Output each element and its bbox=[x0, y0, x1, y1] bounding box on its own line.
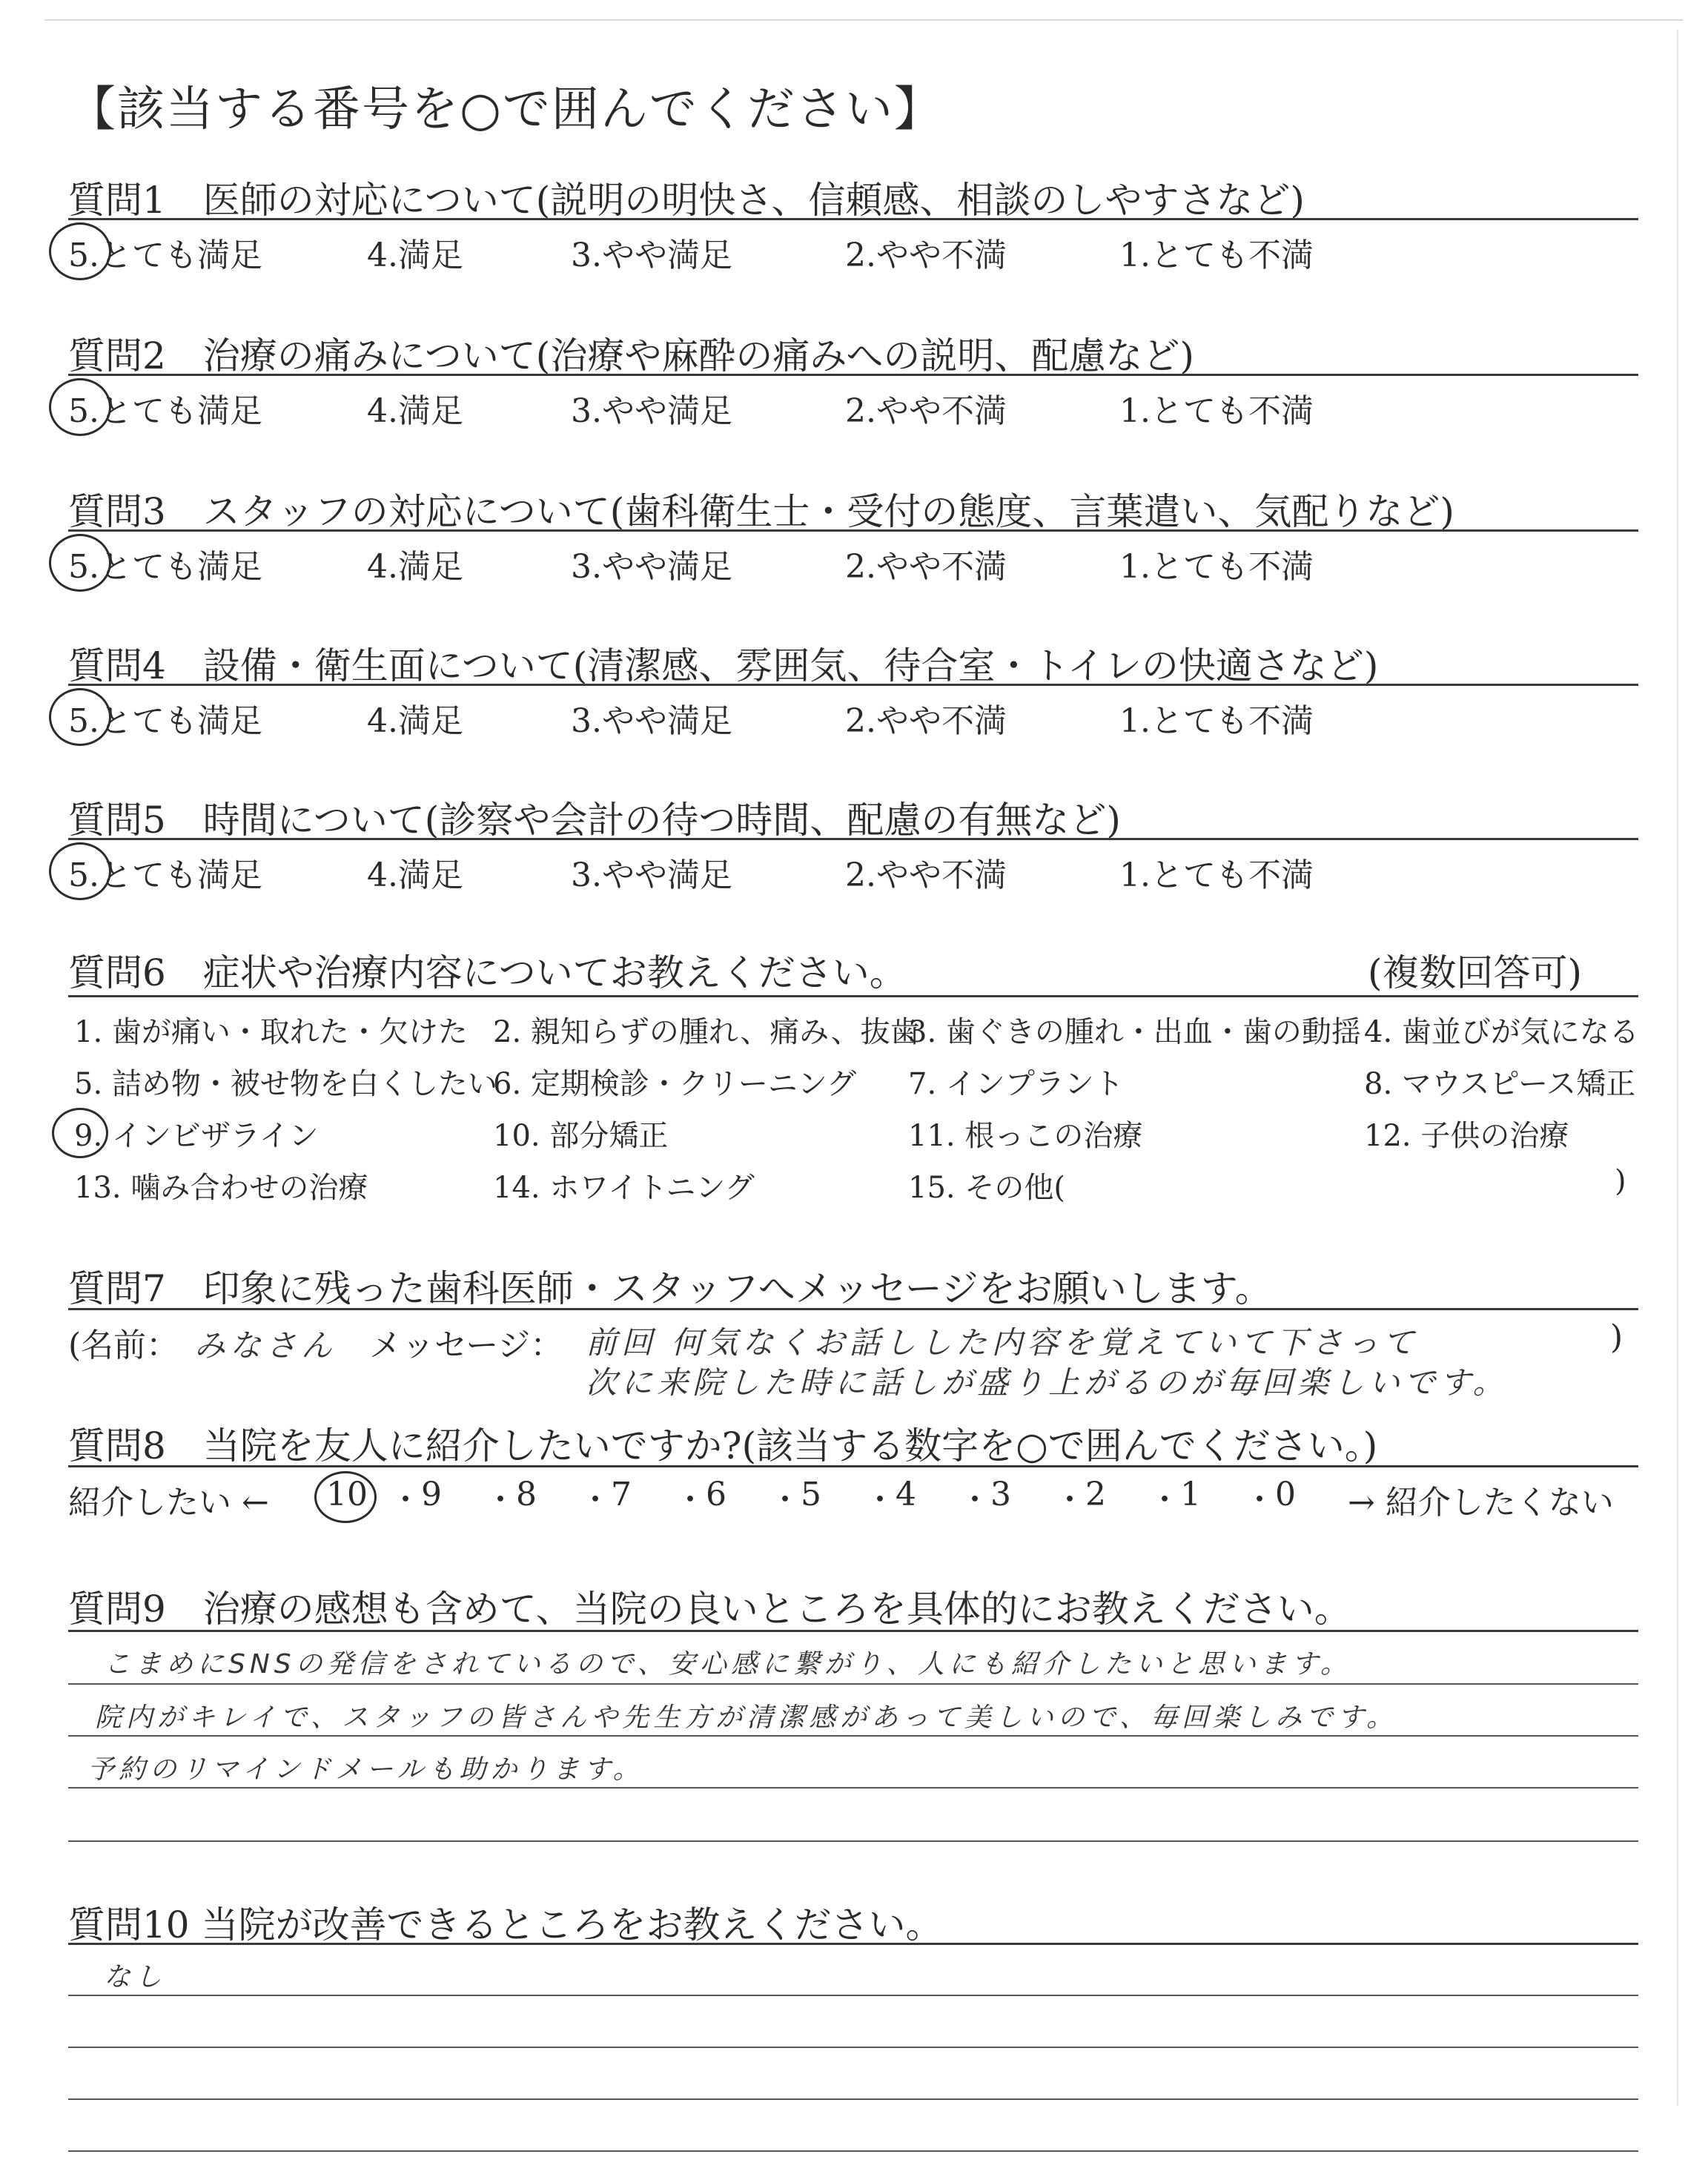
q8-scale-3[interactable]: 3 bbox=[990, 1476, 1011, 1513]
q1-answer-circle bbox=[49, 222, 111, 280]
q8-rule bbox=[68, 1465, 1638, 1467]
q5-option-5[interactable]: 5.とても満足 bbox=[68, 856, 262, 894]
q9-line-3 bbox=[68, 1787, 1638, 1789]
q7-name-label: (名前： bbox=[68, 1327, 179, 1364]
q8-left-label: 紹介したい ← bbox=[68, 1484, 269, 1522]
q2-option-2[interactable]: 2.やや不満 bbox=[845, 392, 1007, 430]
q10-line-4 bbox=[68, 2150, 1638, 2152]
q8-separator-dot: ・ bbox=[675, 1482, 706, 1518]
q4-option-3[interactable]: 3.やや満足 bbox=[571, 702, 732, 740]
q4-answer-circle bbox=[49, 688, 111, 746]
q10-line-1 bbox=[68, 1995, 1638, 1996]
q10-line-3 bbox=[68, 2098, 1638, 2100]
q6-title: 質問6 症状や治療内容についてお教えください。 bbox=[68, 951, 907, 994]
q8-right-label: → 紹介したくない bbox=[1348, 1484, 1614, 1522]
q10-line-2 bbox=[68, 2047, 1638, 2048]
q9-rule bbox=[68, 1630, 1638, 1632]
q5-option-1[interactable]: 1.とても不満 bbox=[1119, 856, 1314, 894]
q2-title: 質問2 治療の痛みについて(治療や麻酔の痛みへの説明、配慮など) bbox=[68, 334, 1194, 377]
q9-answer-2: 院内がキレイで、スタッフの皆さんや先生方が清潔感があって美しいので、毎回楽しみです。 bbox=[95, 1702, 1398, 1733]
q3-rule bbox=[68, 529, 1638, 532]
q5-option-3[interactable]: 3.やや満足 bbox=[571, 856, 732, 894]
q8-scale-6[interactable]: 6 bbox=[706, 1476, 726, 1513]
q9-line-1 bbox=[68, 1683, 1638, 1685]
q8-scale-5[interactable]: 5 bbox=[801, 1476, 821, 1513]
q6-rule bbox=[68, 995, 1638, 997]
q6-option-10[interactable]: 10. 部分矯正 bbox=[493, 1119, 669, 1153]
q8-separator-dot: ・ bbox=[769, 1482, 801, 1518]
q1-option-2[interactable]: 2.やや不満 bbox=[845, 237, 1007, 274]
q6-option-11[interactable]: 11. 根っこの治療 bbox=[908, 1119, 1143, 1153]
q2-option-5[interactable]: 5.とても満足 bbox=[68, 392, 262, 430]
q1-option-5[interactable]: 5.とても満足 bbox=[68, 237, 262, 274]
q8-separator-dot: ・ bbox=[1149, 1482, 1181, 1518]
q9-answer-3: 予約のリマインドメールも助かります。 bbox=[87, 1754, 644, 1785]
q2-option-4[interactable]: 4.満足 bbox=[367, 392, 463, 430]
q6-note: (複数回答可) bbox=[1368, 951, 1583, 994]
q6-option-1[interactable]: 1. 歯が痛い・取れた・欠けた bbox=[74, 1015, 468, 1049]
q3-answer-circle bbox=[49, 534, 111, 592]
q6-option-12[interactable]: 12. 子供の治療 bbox=[1364, 1119, 1569, 1153]
q6-option-4[interactable]: 4. 歯並びが気になる bbox=[1364, 1015, 1639, 1049]
q6-answer-circle bbox=[52, 1108, 108, 1158]
q8-answer-circle bbox=[314, 1471, 377, 1523]
q10-title: 質問10 当院が改善できるところをお教えください。 bbox=[68, 1903, 943, 1946]
q7-name-value: みなさん bbox=[194, 1327, 337, 1364]
scan-right-edge bbox=[1677, 30, 1678, 2106]
q6-option-15[interactable]: 15. その他( bbox=[908, 1171, 1065, 1205]
q4-option-5[interactable]: 5.とても満足 bbox=[68, 702, 262, 740]
instruction-header: 【該当する番号を○で囲んでください】 bbox=[68, 82, 943, 137]
q5-option-2[interactable]: 2.やや不満 bbox=[845, 856, 1007, 894]
q8-separator-dot: ・ bbox=[580, 1482, 612, 1518]
q8-scale-0[interactable]: 0 bbox=[1275, 1476, 1296, 1513]
q9-title: 質問9 治療の感想も含めて、当院の良いところを具体的にお教えください。 bbox=[68, 1588, 1351, 1631]
q8-scale-9[interactable]: 9 bbox=[421, 1476, 442, 1513]
q5-option-4[interactable]: 4.満足 bbox=[367, 856, 463, 894]
q1-title: 質問1 医師の対応について(説明の明快さ、信頼感、相談のしやすさなど) bbox=[68, 179, 1305, 222]
q6-option-7[interactable]: 7. インプラント bbox=[908, 1067, 1124, 1101]
q2-option-1[interactable]: 1.とても不満 bbox=[1119, 392, 1314, 430]
q6-option-2[interactable]: 2. 親知らずの腫れ、痛み、抜歯 bbox=[493, 1015, 920, 1049]
q5-title: 質問5 時間について(診察や会計の待つ時間、配慮の有無など) bbox=[68, 799, 1121, 842]
q1-option-1[interactable]: 1.とても不満 bbox=[1119, 237, 1314, 274]
q10-answer: なし bbox=[104, 1962, 167, 1992]
q8-scale-10[interactable]: 10 bbox=[326, 1476, 368, 1513]
q6-option-14[interactable]: 14. ホワイトニング bbox=[493, 1171, 755, 1205]
q1-option-4[interactable]: 4.満足 bbox=[367, 237, 463, 274]
q4-option-2[interactable]: 2.やや不満 bbox=[845, 702, 1007, 740]
q2-option-3[interactable]: 3.やや満足 bbox=[571, 392, 732, 430]
q3-option-4[interactable]: 4.満足 bbox=[367, 548, 463, 586]
q8-separator-dot: ・ bbox=[959, 1482, 991, 1518]
q5-rule bbox=[68, 838, 1638, 840]
q7-message-label: メッセージ： bbox=[369, 1327, 563, 1364]
q1-option-3[interactable]: 3.やや満足 bbox=[571, 237, 732, 274]
q8-separator-dot: ・ bbox=[390, 1482, 422, 1518]
q6-option-8[interactable]: 8. マウスピース矯正 bbox=[1364, 1067, 1636, 1101]
q4-rule bbox=[68, 684, 1638, 686]
q8-separator-dot: ・ bbox=[485, 1482, 517, 1518]
q2-rule bbox=[68, 374, 1638, 376]
q6-option-5[interactable]: 5. 詰め物・被せ物を白くしたい bbox=[74, 1067, 497, 1101]
q1-rule bbox=[68, 218, 1638, 220]
q6-option-3[interactable]: 3. 歯ぐきの腫れ・出血・歯の動揺 bbox=[908, 1015, 1361, 1049]
q8-separator-dot: ・ bbox=[1054, 1482, 1086, 1518]
q9-line-4 bbox=[68, 1840, 1638, 1842]
q7-close-paren: ) bbox=[1610, 1318, 1623, 1356]
q3-option-1[interactable]: 1.とても不満 bbox=[1119, 548, 1314, 586]
q8-separator-dot: ・ bbox=[864, 1482, 896, 1518]
q8-scale-4[interactable]: 4 bbox=[896, 1476, 916, 1513]
q3-option-5[interactable]: 5.とても満足 bbox=[68, 548, 262, 586]
q4-option-4[interactable]: 4.満足 bbox=[367, 702, 463, 740]
q3-option-3[interactable]: 3.やや満足 bbox=[571, 548, 732, 586]
q8-scale-8[interactable]: 8 bbox=[516, 1476, 537, 1513]
q3-option-2[interactable]: 2.やや不満 bbox=[845, 548, 1007, 586]
scan-top-edge bbox=[44, 19, 1683, 21]
q9-answer-1: こまめにSNSの発信をされているので、安心感に繋がり、人にも紹介したいと思います。 bbox=[104, 1649, 1352, 1680]
q6-option-9[interactable]: 9. インビザライン bbox=[74, 1119, 319, 1153]
q6-option-6[interactable]: 6. 定期検診・クリーニング bbox=[493, 1067, 857, 1101]
q6-option-13[interactable]: 13. 噛み合わせの治療 bbox=[74, 1171, 368, 1205]
q7-message-line2: 次に来院した時に話しが盛り上がるのが毎回楽しいです。 bbox=[586, 1364, 1509, 1401]
q7-message-line1: 前回 何気なくお話しした内容を覚えていて下さって bbox=[586, 1324, 1419, 1361]
q8-title: 質問8 当院を友人に紹介したいですか?(該当する数字を○で囲んでください。) bbox=[68, 1424, 1378, 1467]
q4-option-1[interactable]: 1.とても不満 bbox=[1119, 702, 1314, 740]
q4-title: 質問4 設備・衛生面について(清潔感、雰囲気、待合室・トイレの快適さなど) bbox=[68, 644, 1379, 687]
q9-line-2 bbox=[68, 1735, 1638, 1737]
q8-scale-7[interactable]: 7 bbox=[611, 1476, 632, 1513]
q7-rule bbox=[68, 1308, 1638, 1310]
q7-title: 質問7 印象に残った歯科医師・スタッフへメッセージをお願いします。 bbox=[68, 1267, 1272, 1310]
q8-separator-dot: ・ bbox=[1244, 1482, 1276, 1518]
q5-answer-circle bbox=[49, 842, 111, 900]
q10-rule bbox=[68, 1943, 1638, 1945]
q2-answer-circle bbox=[49, 378, 111, 436]
q6-option-16: ) bbox=[1615, 1164, 1626, 1198]
q3-title: 質問3 スタッフの対応について(歯科衛生士・受付の態度、言葉遣い、気配りなど) bbox=[68, 490, 1454, 533]
q8-scale-1[interactable]: 1 bbox=[1180, 1476, 1201, 1513]
q8-scale-2[interactable]: 2 bbox=[1085, 1476, 1106, 1513]
